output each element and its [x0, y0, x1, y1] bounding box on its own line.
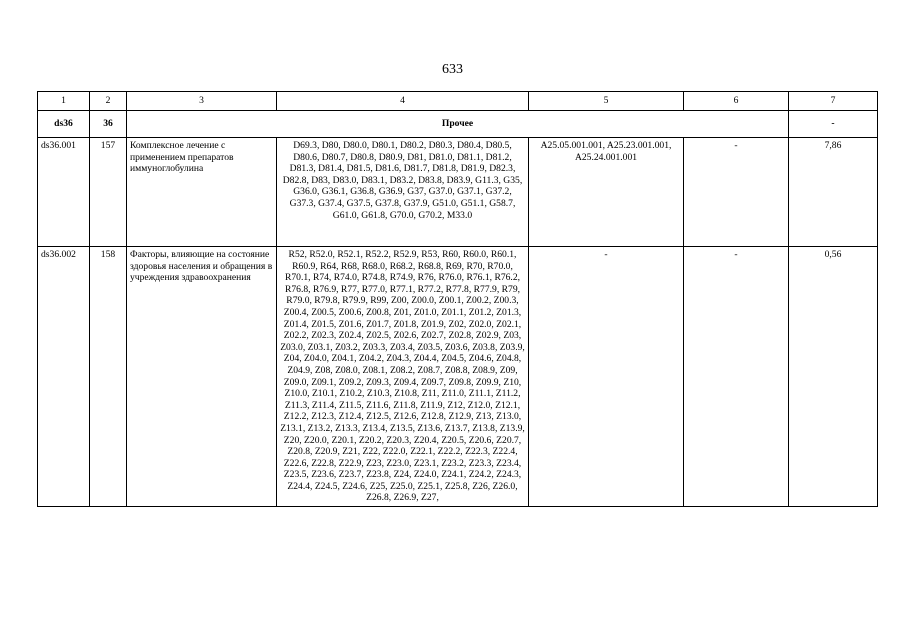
row-coefficient: 7,86	[789, 138, 878, 247]
col-number: 2	[90, 92, 127, 111]
row-name: Комплексное лечение с применением препаратов иммуноглобулина	[127, 138, 277, 247]
group-code: ds36	[38, 111, 90, 138]
tariff-table	[37, 91, 878, 507]
col-number: 1	[38, 92, 90, 111]
group-number: 36	[90, 111, 127, 138]
row-coefficient: 0,56	[789, 247, 878, 507]
row-diagnoses: R52, R52.0, R52.1, R52.2, R52.9, R53, R60, R60.0, R60.1, R60.9, R64, R68, R68.0, R68.2, R68.8, R69, R70, R70.0, R70.1, R74, R74.0, R74.8, R74.9, R76, R76.0, R76.1, R76.2, R76.8, R76.9, R77, R77.0, R77.1, R77.2, R77.8, R77.9, R79, R79.0, R79.8, R79.9, R99, Z00, Z00.0, Z00.1, Z00.2, Z00.3, Z00.4, Z00.5, Z00.6, Z00.8, Z01, Z01.0, Z01.1, Z01.2, Z01.3, Z01.4, Z01.5, Z01.6, Z01.7, Z01.8, Z01.9, Z02, Z02.0, Z02.1, Z02.2, Z02.3, Z02.4, Z02.5, Z02.6, Z02.7, Z02.8, Z02.9, Z03, Z03.0, Z03.1, Z03.2, Z03.3, Z03.4, Z03.5, Z03.6, Z03.8, Z03.9, Z04, Z04.0, Z04.1, Z04.2, Z04.3, Z04.4, Z04.5, Z04.6, Z04.8, Z04.9, Z08, Z08.0, Z08.1, Z08.2, Z08.7, Z08.8, Z08.9, Z09, Z09.0, Z09.1, Z09.2, Z09.3, Z09.4, Z09.7, Z09.8, Z09.9, Z10, Z10.0, Z10.1, Z10.2, Z10.3, Z10.8, Z11, Z11.0, Z11.1, Z11.2, Z11.3, Z11.4, Z11.5, Z11.6, Z11.8, Z11.9, Z12, Z12.0, Z12.1, Z12.2, Z12.3, Z12.4, Z12.5, Z12.6, Z12.8, Z12.9, Z13, Z13.0, Z13.1, Z13.2, Z13.3, Z13.4, Z13.5, Z13.6, Z13.7, Z13.8, Z13.9, Z20, Z20.0, Z20.1, Z20.2, Z20.3, Z20.4, Z20.5, Z20.6, Z20.7, Z20.8, Z20.9, Z21, Z22, Z22.0, Z22.1, Z22.2, Z22.3, Z22.4, Z22.6, Z22.8, Z22.9, Z23, Z23.0, Z23.1, Z23.2, Z23.3, Z23.4, Z23.5, Z23.6, Z23.7, Z23.8, Z24, Z24.0, Z24.1, Z24.2, Z24.3, Z24.4, Z24.5, Z24.6, Z25, Z25.0, Z25.1, Z25.8, Z26, Z26.0, Z26.8, Z26.9, Z27,	[277, 247, 529, 507]
col-number: 5	[529, 92, 684, 111]
row-diagnoses: D69.3, D80, D80.0, D80.1, D80.2, D80.3, D80.4, D80.5, D80.6, D80.7, D80.8, D80.9, D81, D81.0, D81.1, D81.2, D81.3, D81.4, D81.5, D81.6, D81.7, D81.8, D81.9, D82.3, D82.8, D83, D83.0, D83.1, D83.2, D83.8, D83.9, G11.3, G35, G36.0, G36.1, G36.8, G36.9, G37, G37.0, G37.1, G37.2, G37.3, G37.4, G37.5, G37.8, G37.9, G51.0, G51.1, G58.7, G61.0, G61.8, G70.0, G70.2, M33.0	[277, 138, 529, 247]
col-number: 7	[789, 92, 878, 111]
group-title: Прочее	[127, 111, 789, 138]
group-coefficient: -	[789, 111, 878, 138]
table-row	[38, 138, 878, 247]
column-numbers-row	[38, 92, 878, 111]
row-col6: -	[684, 247, 789, 507]
group-row	[38, 111, 878, 138]
row-number: 158	[90, 247, 127, 507]
page-number: 633	[442, 62, 463, 77]
table-row	[38, 247, 878, 507]
row-services: A25.05.001.001, A25.23.001.001, A25.24.001.001	[529, 138, 684, 247]
row-number: 157	[90, 138, 127, 247]
row-services: -	[529, 247, 684, 507]
row-name: Факторы, влияющие на состояние здоровья населения и обращения в учреждения здравоохранения	[127, 247, 277, 507]
row-code: ds36.001	[38, 138, 90, 247]
col-number: 3	[127, 92, 277, 111]
col-number: 6	[684, 92, 789, 111]
row-code: ds36.002	[38, 247, 90, 507]
col-number: 4	[277, 92, 529, 111]
row-col6: -	[684, 138, 789, 247]
